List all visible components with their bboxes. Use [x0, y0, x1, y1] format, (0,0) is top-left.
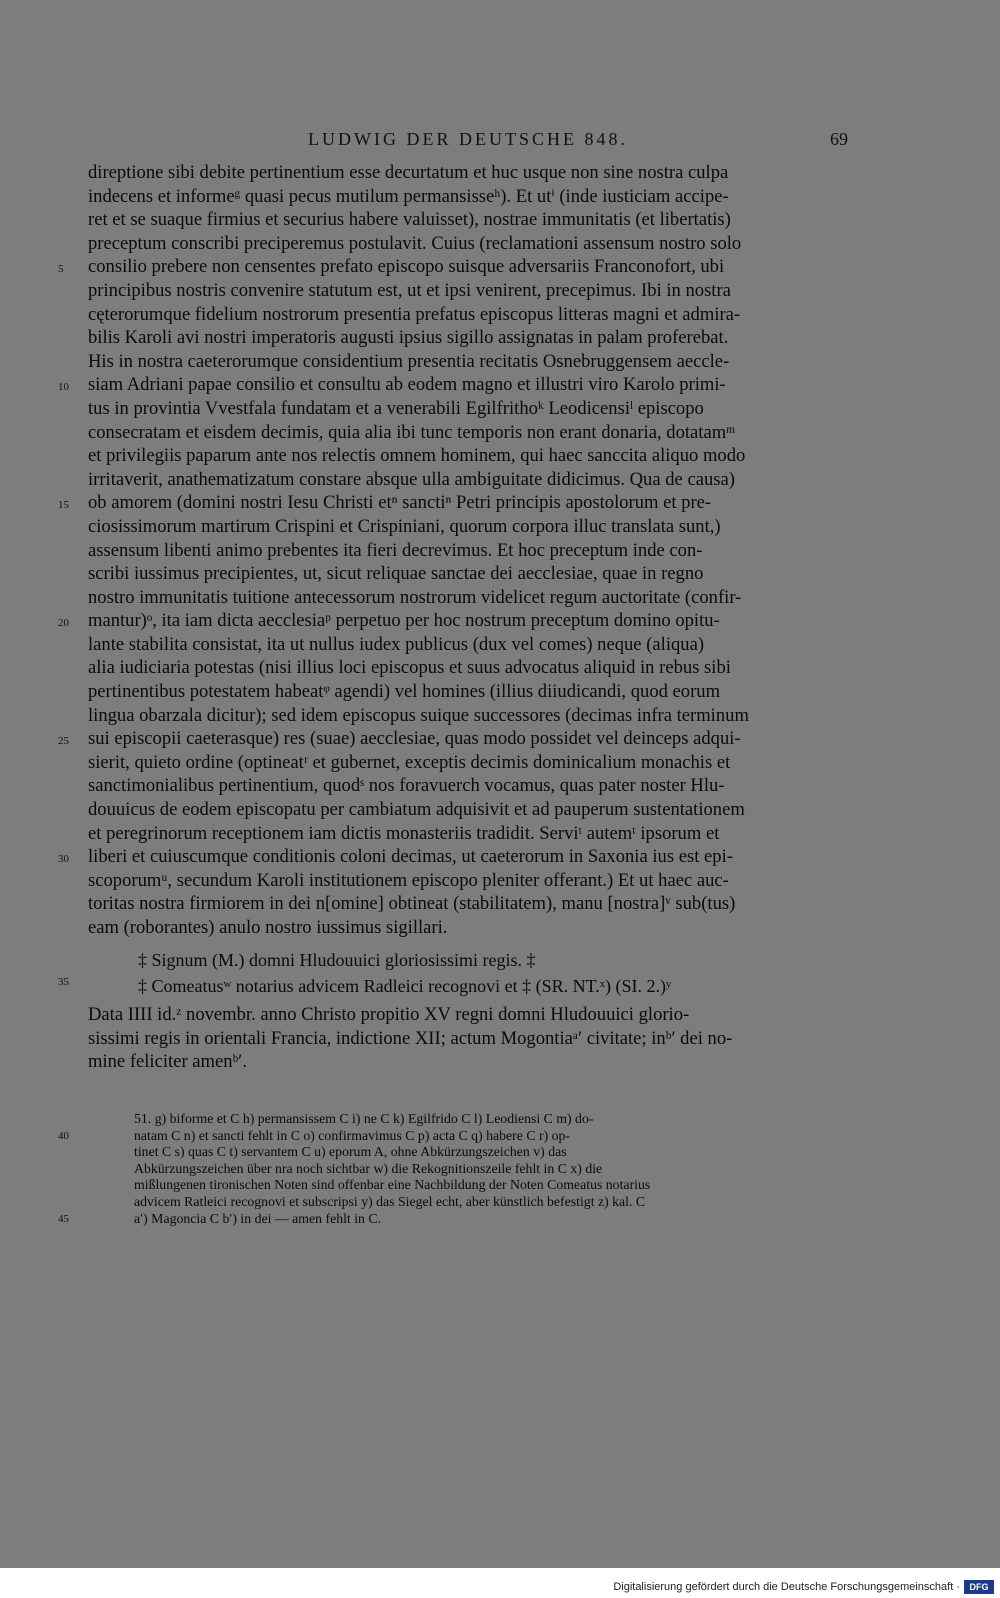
data-line: mine feliciter amenᵇ′. [88, 1051, 248, 1073]
text-line: ciosissimorum martirum Crispini et Crispiniani, quorum corpora illuc translata sunt,) [88, 515, 721, 537]
text-line: siam Adriani papae consilio et consultu ab eodem magno et illustri viro Karolo primi- [88, 374, 726, 396]
text-line: liberi et cuiuscumque conditionis coloni decimas, ut caeterorum in Saxonia ius est epi- [88, 846, 733, 868]
text-line: ob amorem (domini nostri Iesu Christi etⁿ sanctiⁿ Petri principis apostolorum et pre- [88, 492, 712, 514]
text-line: douuicus de eodem episcopatu per cambiatum adquisivit et ad pauperum sustentationem [88, 799, 745, 821]
text-line: bilis Karoli avi nostri imperatoris augusti ipsius sigillo assignatas in palam proferebat. [88, 327, 729, 349]
text-line: lingua obarzala dicitur); sed idem episcopus suique successores (decimas infra terminum [88, 704, 749, 726]
line-number: 30 [58, 853, 69, 865]
line-number: 5 [58, 263, 64, 275]
text-line: direptione sibi debite pertinentium esse decurtatum et huc usque non sine nostra culpa [88, 162, 729, 183]
text-line: preceptum conscribi preciperemus postulavit. Cuius (reclamationi assensum nostro solo [88, 232, 742, 254]
text-line: toritas nostra firmiorem in dei n[omine] obtineat (stabilitatem), manu [nostra]ᵛ sub(tus) [88, 893, 736, 915]
text-line: principibus nostris convenire statutum est, ut et ipsi venirent, precepimus. Ibi in nostra [88, 279, 731, 301]
footnote-line: 51. g) biforme et C h) permansissem C i) ne C k) Egilfrido C l) Leodiensi C m) do- [134, 1111, 594, 1126]
footnote-line: mißlungenen tironischen Noten sind offenbar eine Nachbildung der Noten Comeatus notarius [134, 1177, 651, 1193]
recognition-line: ‡ Comeatusʷ notarius advicem Radleici recognovi et ‡ (SR. NT.ˣ) (SI. 2.)ʸ [138, 976, 672, 996]
line-number: 35 [58, 976, 69, 988]
dfg-logo: DFG [964, 1580, 994, 1594]
footnotes [134, 1111, 849, 1227]
text-line: scribi iussimus precipientes, ut, sicut reliquae sanctae dei aecclesiae, quae in regno [88, 563, 704, 585]
data-line: sissimi regis in orientali Francia, indictione XII; actum Mogontiaᵃ′ civitate; inᵇ′ dei no- [88, 1027, 733, 1049]
text-line: mantur)ᵒ, ita iam dicta aecclesiaᵖ perpetuo per hoc nostrum preceptum domino opitu- [88, 610, 720, 632]
text-line: indecens et informeᵍ quasi pecus mutilum permansisseʰ). Et utⁱ (inde iusticiam accipe- [88, 185, 729, 207]
dating-clause [88, 1003, 848, 1074]
footnote-line: tinet C s) quas C t) servantem C u) eporum A, ohne Abkürzungszeichen v) das [134, 1144, 567, 1160]
footnote-line: a′) Magoncia C b′) in dei — amen fehlt in C. [134, 1210, 382, 1226]
text-line: alia iudiciaria potestas (nisi illius loci episcopus et suus advocatus aliquid in rebus sibi [88, 657, 731, 679]
footer-bar [0, 1578, 1000, 1598]
signum-line: ‡ Signum (M.) domni Hludouuici gloriosissimi regis. ‡ [138, 950, 536, 970]
line-number: 20 [58, 617, 69, 629]
text-line: et peregrinorum receptionem iam dictis monasteriis tradidit. Serviᵗ autemᵗ ipsorum et [88, 822, 720, 844]
text-line: pertinentibus potestatem habeatᵠ agendi) vel homines (illius diiudicandi, quod eorum [88, 681, 721, 703]
text-line: eam (roborantes) anulo nostro iussimus sigillari. [88, 917, 448, 938]
text-line: consilio prebere non censentes prefato episcopo suisque adversariis Franconofort, ubi [88, 256, 725, 278]
text-line: assensum libenti animo prebentes ita fieri decrevimus. Et hoc preceptum inde con- [88, 539, 703, 561]
text-line: et privilegiis paparum ante nos relectis omnem hominem, qui haec sanccita aliquo modo [88, 445, 746, 467]
line-number: 45 [58, 1213, 69, 1225]
text-line: nostro immunitatis tuitione antecessorum nostrorum videlicet regum auctoritate (confir- [88, 586, 742, 608]
running-title: LUDWIG DER DEUTSCHE 848. [308, 129, 628, 149]
text-line: His in nostra caeterorumque considentium presentia recitatis Osnebruggensem aeccle- [88, 350, 730, 372]
text-line: consecratam et eisdem decimis, quia alia ibi tunc temporis non erant donaria, dotatamᵐ [88, 421, 736, 443]
text-line: sanctimonialibus pertinentium, quodˢ nos foravuerch vocamus, quas pater noster Hlu- [88, 775, 725, 797]
charter-text [88, 161, 848, 940]
footnote-line: Abkürzungszeichen über nra noch sichtbar w) die Rekognitionszeile fehlt in C x) die [134, 1160, 603, 1176]
running-header [88, 129, 848, 153]
footnote-line: advicem Ratleici recognovi et subscripsi y) das Siegel echt, aber künstlich befestigt z) kal. C [134, 1193, 646, 1209]
data-line: Data IIII id.ᶻ novembr. anno Christo propitio XV regni domni Hludouuici glorio- [88, 1004, 690, 1025]
text-line: sui episcopii caeterasque) res (suae) aecclesiae, quas modo possidet vel deinceps adqui- [88, 728, 741, 750]
line-number: 15 [58, 499, 69, 511]
text-line: scoporumᵘ, secundum Karoli institutionem episcopo pleniter offerant.) Et ut haec auc- [88, 869, 729, 891]
footer-credit: Digitalisierung gefördert durch die Deutsche Forschungsgemeinschaft · [613, 1581, 960, 1593]
footnote-line: natam C n) et sancti fehlt in C o) confirmavimus C p) acta C q) habere C r) op- [134, 1127, 571, 1143]
text-line: cęterorumque fidelium nostrorum presentia prefatus episcopus litteras magni et admira- [88, 303, 741, 325]
line-number: 25 [58, 735, 69, 747]
text-line: lante stabilita consistat, ita ut nullus iudex publicus (dux vel comes) neque (aliqua) [88, 633, 705, 655]
text-line: ret et se suaque firmius et securius habere valuisset), nostrae immunitatis (et libertatis) [88, 209, 731, 231]
text-line: tus in provintia Vvestfala fundatam et a venerabili Egilfrithoᵏ Leodicensiˡ episcopo [88, 397, 704, 419]
text-line: irritaverit, anathematizatum constare absque ulla ambiguitate didicimus. Qua de causa) [88, 468, 735, 490]
text-line: sierit, quieto ordine (optineatʳ et gubernet, exceptis decimis dominicalium monachis et [88, 751, 731, 773]
line-number: 10 [58, 381, 69, 393]
line-number: 40 [58, 1130, 69, 1142]
page-number: 69 [830, 129, 848, 149]
